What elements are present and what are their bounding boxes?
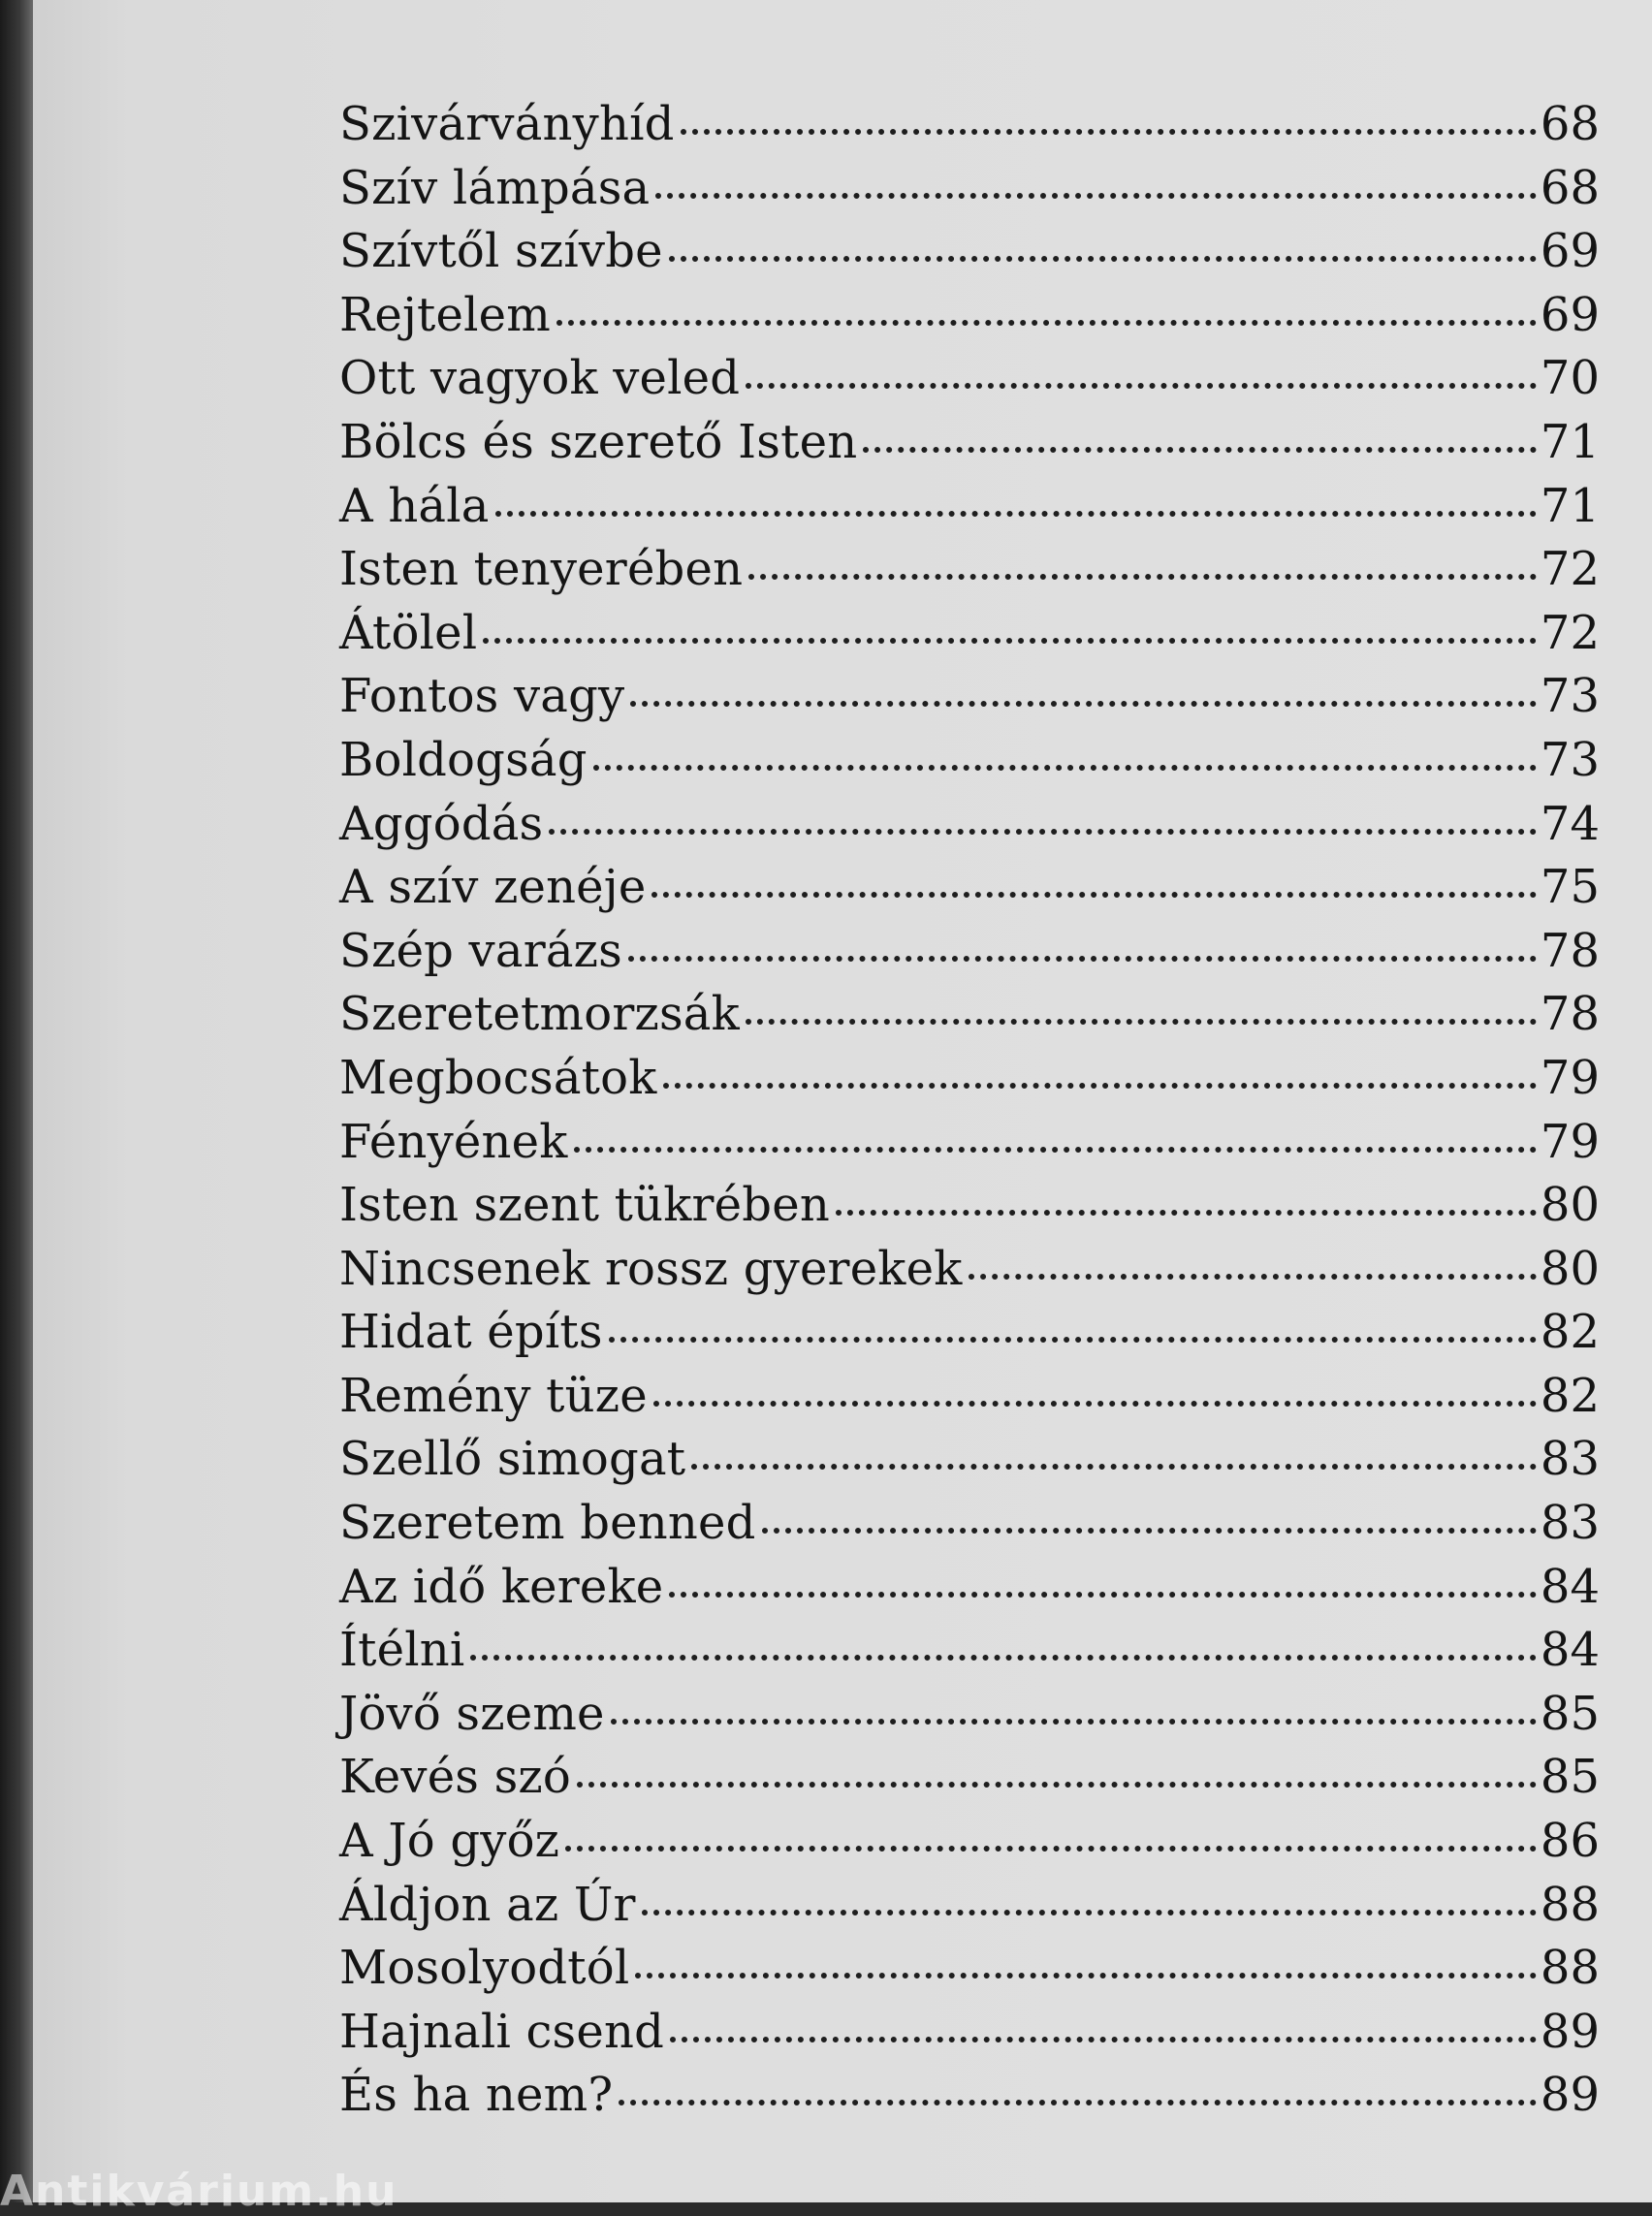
toc-entry-page-number: 88 xyxy=(1540,1877,1600,1932)
toc-dot-leader xyxy=(609,1337,1537,1343)
toc-entry-page-number: 84 xyxy=(1540,1559,1600,1614)
toc-entry-title: Hidat építs xyxy=(339,1305,603,1360)
toc-entry xyxy=(339,1051,1600,1115)
toc-dot-leader xyxy=(691,1464,1537,1470)
toc-entry xyxy=(339,161,1600,225)
toc-entry-page-number: 68 xyxy=(1540,97,1600,151)
toc-entry xyxy=(339,97,1600,161)
toc-entry xyxy=(339,1496,1600,1560)
toc-dot-leader xyxy=(655,193,1537,199)
toc-entry-title: Az idő kereke xyxy=(339,1559,664,1614)
toc-entry-page-number: 69 xyxy=(1540,287,1600,342)
toc-entry-page-number: 78 xyxy=(1540,923,1600,978)
toc-dot-leader xyxy=(669,256,1537,262)
toc-entry-title: Jövő szeme xyxy=(339,1686,605,1741)
toc-dot-leader xyxy=(495,511,1537,517)
book-spine-shadow xyxy=(0,0,33,2202)
toc-entry xyxy=(339,1242,1600,1306)
toc-entry-page-number: 70 xyxy=(1540,351,1600,406)
toc-dot-leader xyxy=(574,1147,1537,1153)
toc-dot-leader xyxy=(746,383,1537,389)
toc-entry xyxy=(339,1432,1600,1496)
toc-entry-title: Remény tüze xyxy=(339,1368,648,1423)
toc-entry-title: Szellő simogat xyxy=(339,1432,686,1487)
toc-entry-title: A szív zenéje xyxy=(339,860,647,915)
toc-entry-page-number: 89 xyxy=(1540,2068,1600,2123)
toc-entry-title: Áldjon az Úr xyxy=(339,1877,636,1932)
toc-entry xyxy=(339,1750,1600,1814)
toc-dot-leader xyxy=(762,1528,1537,1534)
toc-entry-page-number: 72 xyxy=(1540,605,1600,660)
table-of-contents xyxy=(339,97,1600,2132)
toc-dot-leader xyxy=(565,1846,1537,1852)
toc-dot-leader xyxy=(630,701,1537,707)
toc-entry xyxy=(339,1115,1600,1179)
toc-dot-leader xyxy=(556,320,1537,326)
toc-entry-title: Rejtelem xyxy=(339,287,551,342)
toc-entry-page-number: 86 xyxy=(1540,1814,1600,1869)
toc-dot-leader xyxy=(669,1592,1537,1598)
toc-entry-page-number: 80 xyxy=(1540,1178,1600,1233)
toc-entry-page-number: 83 xyxy=(1540,1432,1600,1487)
toc-entry xyxy=(339,669,1600,733)
toc-entry-page-number: 85 xyxy=(1540,1750,1600,1805)
toc-entry xyxy=(339,606,1600,670)
toc-entry-title: És ha nem? xyxy=(339,2068,614,2123)
toc-entry-title: A Jó győz xyxy=(339,1814,560,1869)
toc-entry-title: Bölcs és szerető Isten xyxy=(339,414,858,469)
toc-entry-title: Átölel xyxy=(339,605,478,660)
toc-entry-title: Szép varázs xyxy=(339,923,622,978)
toc-dot-leader xyxy=(470,1655,1536,1661)
toc-entry xyxy=(339,1941,1600,2005)
toc-entry-title: Megbocsátok xyxy=(339,1050,657,1105)
toc-dot-leader xyxy=(483,638,1537,644)
toc-entry-title: Ott vagyok veled xyxy=(339,351,741,406)
toc-dot-leader xyxy=(670,2037,1537,2042)
toc-entry-title: Isten szent tükrében xyxy=(339,1178,830,1233)
toc-dot-leader xyxy=(628,956,1537,962)
toc-entry-page-number: 75 xyxy=(1540,860,1600,915)
toc-dot-leader xyxy=(593,765,1537,771)
toc-entry xyxy=(339,1178,1600,1242)
book-page xyxy=(33,0,1652,2202)
toc-entry xyxy=(339,1560,1600,1624)
toc-entry xyxy=(339,797,1600,861)
toc-entry xyxy=(339,733,1600,797)
toc-entry-page-number: 85 xyxy=(1540,1686,1600,1741)
toc-entry-title: Szeretem benned xyxy=(339,1496,756,1551)
toc-entry-title: Boldogság xyxy=(339,732,588,787)
toc-entry-page-number: 74 xyxy=(1540,796,1600,851)
toc-entry-page-number: 72 xyxy=(1540,542,1600,597)
toc-entry-title: Hajnali csend xyxy=(339,2004,665,2059)
toc-entry-title: Kevés szó xyxy=(339,1750,572,1805)
toc-entry-page-number: 78 xyxy=(1540,987,1600,1042)
toc-entry-title: Szivárványhíd xyxy=(339,97,675,151)
toc-dot-leader xyxy=(549,829,1537,835)
toc-entry xyxy=(339,288,1600,352)
toc-entry xyxy=(339,224,1600,288)
toc-dot-leader xyxy=(651,892,1536,898)
toc-entry-page-number: 88 xyxy=(1540,1941,1600,1996)
toc-entry xyxy=(339,924,1600,988)
toc-entry-page-number: 79 xyxy=(1540,1050,1600,1105)
toc-entry xyxy=(339,987,1600,1051)
toc-dot-leader xyxy=(663,1083,1537,1089)
toc-entry-title: Nincsenek rossz gyerekek xyxy=(339,1241,963,1296)
toc-entry-page-number: 83 xyxy=(1540,1496,1600,1551)
toc-dot-leader xyxy=(681,129,1537,135)
toc-entry xyxy=(339,1687,1600,1751)
toc-entry-title: Isten tenyerében xyxy=(339,542,744,597)
toc-entry-title: Aggódás xyxy=(339,796,544,851)
toc-entry xyxy=(339,1305,1600,1369)
toc-entry-page-number: 71 xyxy=(1540,414,1600,469)
toc-entry-page-number: 79 xyxy=(1540,1114,1600,1169)
toc-entry xyxy=(339,2005,1600,2069)
toc-entry-title: Fényének xyxy=(339,1114,568,1169)
toc-entry-title: Mosolyodtól xyxy=(339,1941,630,1996)
toc-dot-leader xyxy=(863,447,1537,453)
toc-dot-leader xyxy=(969,1274,1537,1280)
toc-entry xyxy=(339,1814,1600,1878)
toc-entry-page-number: 82 xyxy=(1540,1305,1600,1360)
toc-dot-leader xyxy=(836,1210,1537,1216)
toc-dot-leader xyxy=(748,574,1537,580)
toc-entry xyxy=(339,415,1600,479)
toc-entry-page-number: 69 xyxy=(1540,224,1600,279)
toc-entry-page-number: 73 xyxy=(1540,732,1600,787)
toc-entry xyxy=(339,351,1600,415)
toc-entry-page-number: 73 xyxy=(1540,669,1600,724)
toc-entry-page-number: 84 xyxy=(1540,1623,1600,1678)
toc-dot-leader xyxy=(611,1719,1537,1725)
toc-dot-leader xyxy=(653,1401,1537,1407)
toc-entry xyxy=(339,1878,1600,1942)
toc-entry-page-number: 71 xyxy=(1540,478,1600,533)
toc-dot-leader xyxy=(577,1782,1537,1788)
toc-entry xyxy=(339,1623,1600,1687)
toc-entry xyxy=(339,542,1600,606)
toc-entry-title: Szívtől szívbe xyxy=(339,224,663,279)
toc-entry xyxy=(339,1369,1600,1433)
toc-entry-page-number: 68 xyxy=(1540,160,1600,215)
toc-dot-leader xyxy=(642,1910,1537,1915)
toc-entry-title: A hála xyxy=(339,478,490,533)
toc-entry-title: Ítélni xyxy=(339,1623,465,1678)
watermark: Antikvárium.hu xyxy=(0,2167,398,2216)
toc-dot-leader xyxy=(635,1973,1537,1979)
toc-entry xyxy=(339,479,1600,543)
toc-entry xyxy=(339,860,1600,924)
toc-entry-page-number: 82 xyxy=(1540,1368,1600,1423)
toc-entry-title: Szív lámpása xyxy=(339,160,651,215)
toc-entry-title: Fontos vagy xyxy=(339,669,625,724)
toc-dot-leader xyxy=(619,2100,1537,2105)
toc-entry xyxy=(339,2068,1600,2132)
toc-entry-title: Szeretetmorzsák xyxy=(339,987,740,1042)
toc-entry-page-number: 89 xyxy=(1540,2004,1600,2059)
toc-dot-leader xyxy=(746,1019,1537,1025)
toc-entry-page-number: 80 xyxy=(1540,1241,1600,1296)
